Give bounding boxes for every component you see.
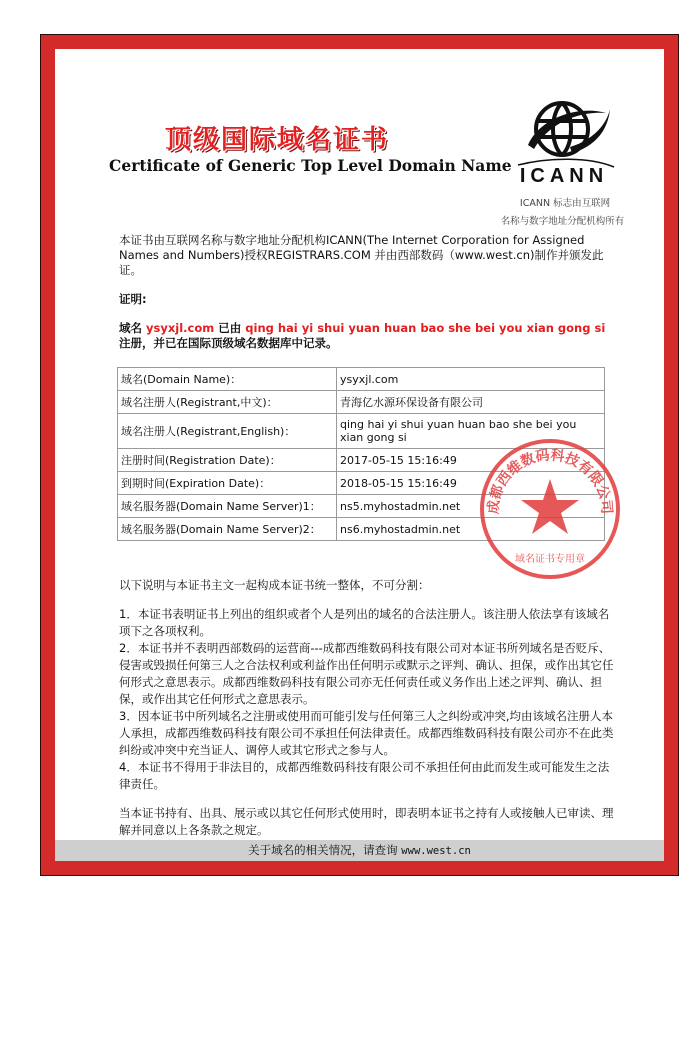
row-value-domain-name: ysyxjl.com [337, 368, 605, 391]
terms-closing: 当本证书持有、出具、展示或以其它任何形式使用时，即表明本证书之持有人或接触人已审读、理解并同意以上各条款之规定。 [119, 806, 614, 837]
statement-suffix: 注册，并已在国际顶级域名数据库中记录。 [119, 336, 338, 350]
statement-domain: ysyxjl.com [146, 321, 215, 335]
seal-star-icon [521, 479, 579, 534]
certificate-paper [55, 49, 664, 861]
statement-prefix: 域名 [119, 321, 142, 335]
certificate-frame [40, 34, 679, 876]
terms-item-4: 4．本证书不得用于非法目的，成都西维数码科技有限公司不承担任何由此而发生或可能发生之法律责任。 [119, 760, 610, 791]
icann-caption-line1: ICANN 标志由互联网 [519, 198, 611, 209]
row-label-expiration-date: 到期时间(Expiration Date)： [118, 472, 337, 495]
row-label-domain-name: 域名(Domain Name)： [118, 368, 337, 391]
icann-caption-line2: 名称与数字地址分配机构所有 [500, 216, 625, 227]
table-row [118, 368, 605, 391]
row-value-dns1: ns5.myhostadmin.net [337, 495, 605, 518]
row-label-registration-date: 注册时间(Registration Date)： [118, 449, 337, 472]
table-row [118, 391, 605, 414]
footer-url-link[interactable]: www.west.cn [401, 845, 471, 857]
seal-company-text: 成都西维数码科技有限公司 [485, 447, 615, 515]
footer-text: 关于域名的相关情况，请查询 [248, 843, 398, 857]
row-label-dns1: 域名服务器(Domain Name Server)1： [118, 495, 337, 518]
terms-item-3: 3．因本证书中所列域名之注册或使用而可能引发与任何第三人之纠纷或冲突,均由该域名注册人本人承担，成都西维数码科技有限公司不承担任何法律责任。成都西维数码科技有限公司亦不在此类纠纷或冲突中充当证人、调停人或其它形式之参与人。 [119, 709, 614, 757]
row-value-registrant-cn: 青海亿水源环保设备有限公司 [337, 391, 605, 414]
certify-label: 证明: [119, 292, 147, 306]
footer-bar [55, 840, 664, 861]
terms-section [119, 577, 619, 839]
row-label-dns2: 域名服务器(Domain Name Server)2： [118, 518, 337, 541]
terms-item-2: 2．本证书并不表明西部数码的运营商---成都西维数码科技有限公司对本证书所列域名是否贬斥、侵害或毁损任何第三人之合法权利或利益作出任何明示或默示之评判、确认、担保，或作出其它任何形式之意思表示。成都西维数码科技有限公司亦无任何责任或义务作出上述之评判、确认、担保，或作出其它任何形式之意思表示。 [119, 641, 614, 706]
row-label-registrant-en: 域名注册人(Registrant,English)： [118, 414, 337, 449]
intro-paragraph: 本证书由互联网名称与数字地址分配机构ICANN(The Internet Corporation for Assigned Names and Numbers)授权REGISTRARS.COM 并由西部数码（www.west.cn)制作并颁发此证。 [119, 233, 604, 277]
row-value-expiration-date: 2018-05-15 15:16:49 [337, 472, 605, 495]
terms-item-1: 1．本证书表明证书上列出的组织或者个人是列出的域名的合法注册人。该注册人依法享有该域名项下之各项权利。 [119, 607, 610, 638]
row-label-registrant-cn: 域名注册人(Registrant,中文)： [118, 391, 337, 414]
certificate-title-chinese: 顶级国际域名证书 [164, 125, 389, 155]
company-seal [475, 434, 625, 584]
seal-purpose-text: 域名证书专用章 [515, 554, 585, 565]
certificate-title-english: Certificate of Generic Top Level Domain Name [109, 156, 512, 175]
row-value-registrant-en: qing hai yi shui yuan huan bao she bei you xian gong si [337, 414, 605, 449]
certification-statement [119, 321, 609, 351]
row-value-registration-date: 2017-05-15 15:16:49 [337, 449, 605, 472]
statement-mid: 已由 [218, 321, 242, 335]
icann-logo-text: ICANN [519, 165, 609, 187]
terms-lead: 以下说明与本证书主文一起构成本证书统一整体，不可分割： [119, 578, 430, 592]
row-value-dns2: ns6.myhostadmin.net [337, 518, 605, 541]
statement-registrant: qing hai yi shui yuan huan bao she bei you xian gong si [245, 321, 606, 335]
